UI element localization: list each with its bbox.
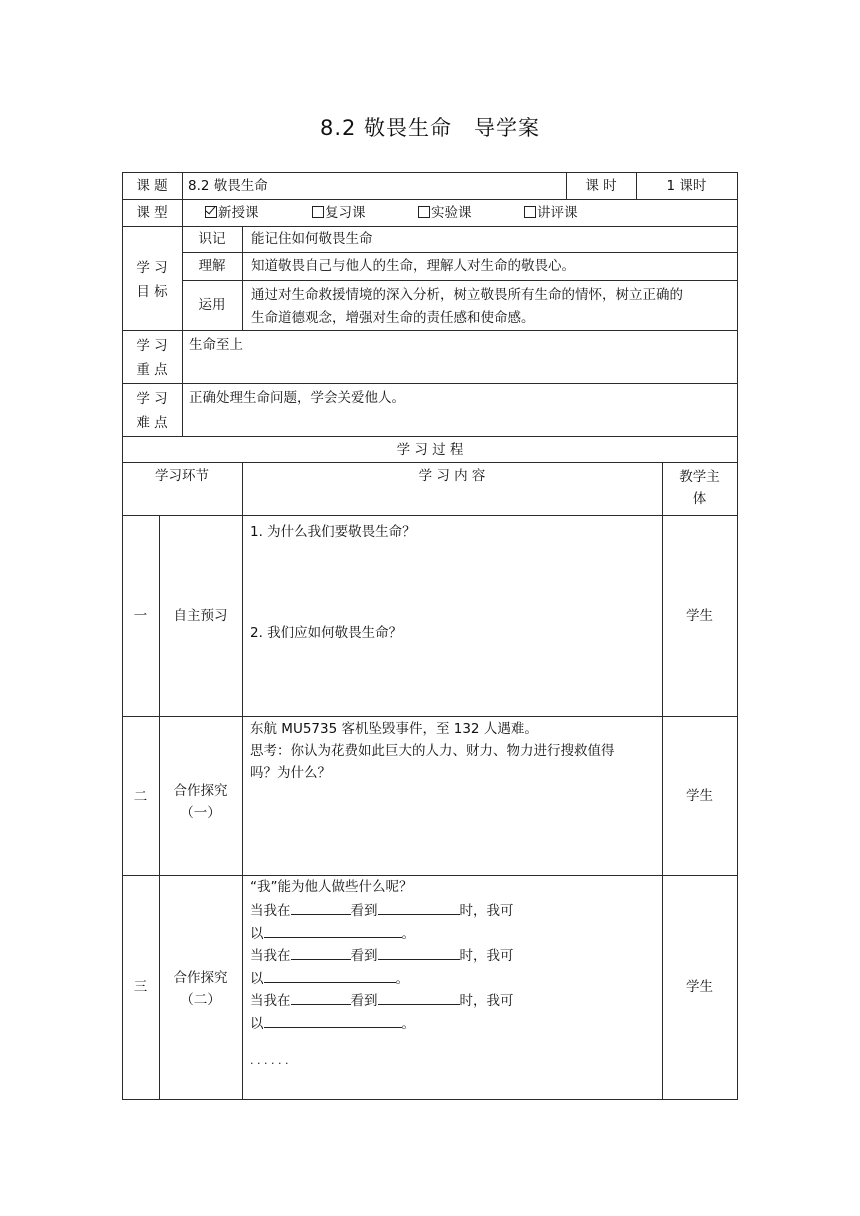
- blank-field[interactable]: [291, 945, 351, 960]
- title-sub: 导学案: [474, 116, 541, 140]
- goal-type-understand: 理解: [198, 258, 226, 274]
- question-1: 1. 为什么我们要敬畏生命？: [250, 524, 416, 540]
- course-label: 课 题: [136, 178, 168, 194]
- checkbox-checked-icon[interactable]: [205, 206, 217, 218]
- page-title: [0, 112, 860, 142]
- rule: [242, 462, 243, 1100]
- rule: [242, 226, 243, 330]
- col-stage-header: 学习环节: [155, 468, 209, 484]
- rule: [122, 462, 738, 463]
- rule: [122, 383, 738, 384]
- goal-type-apply: 运用: [198, 297, 226, 313]
- rule: [122, 515, 738, 516]
- blank-field[interactable]: [378, 945, 460, 960]
- stage-name: 合作探究 （一）: [173, 783, 228, 821]
- case-text: 东航 MU5735 客机坠毁事件，至 132 人遇难。 思考：你认为花费如此巨大的人力、财力、物力进行搜救值得 吗？为什么？: [250, 721, 615, 781]
- rule: [122, 330, 738, 331]
- key-point-label: 学 习 重 点: [136, 338, 168, 378]
- blank-field[interactable]: [291, 900, 351, 915]
- fill-line: 以 。: [250, 923, 514, 946]
- type-option-new[interactable]: 新授课: [205, 203, 259, 223]
- blank-field[interactable]: [378, 900, 460, 915]
- goal-text-understand: 知道敬畏自己与他人的生命，理解人对生命的敬畏心。: [251, 258, 575, 274]
- stage-name: 合作探究 （二）: [173, 970, 228, 1008]
- goal-text-apply: 通过对生命救援情境的深入分析，树立敬畏所有生命的情怀，树立正确的 生命道德观念，增强对生命的责任感和使命感。: [251, 287, 683, 326]
- stage-subject: 学生: [686, 608, 713, 624]
- goal-text-memorize: 能记住如何敬畏生命: [251, 231, 373, 247]
- rule: [122, 436, 738, 437]
- fill-line: 当我在 看到 时，我可: [250, 945, 514, 968]
- stage-number: 二: [133, 789, 148, 805]
- blank-field[interactable]: [264, 968, 396, 983]
- fill-line: 当我在 看到 时，我可: [250, 990, 514, 1013]
- rule: [662, 462, 663, 1100]
- rule: [182, 280, 738, 281]
- rule: [122, 226, 738, 227]
- blank-field[interactable]: [264, 1013, 402, 1028]
- goals-label: 学 习 目 标: [136, 260, 168, 300]
- rule: [122, 716, 738, 717]
- rule: [182, 252, 738, 253]
- question-2: 2. 我们应如何敬畏生命？: [250, 625, 403, 641]
- activity-question: “我”能为他人做些什么呢？: [250, 879, 413, 895]
- key-point-text: 生命至上: [189, 337, 243, 353]
- ellipsis: · · · · · ·: [250, 1057, 289, 1070]
- stage-number: 一: [133, 608, 148, 624]
- type-option-lab[interactable]: 实验课: [418, 203, 472, 223]
- checkbox-icon[interactable]: [418, 206, 430, 218]
- stage-name: 自主预习: [173, 608, 228, 624]
- type-option-review[interactable]: 复习课: [312, 203, 366, 223]
- goal-type-memorize: 识记: [198, 231, 226, 247]
- checkbox-icon[interactable]: [524, 206, 536, 218]
- rule: [122, 172, 738, 173]
- type-label: 课 型: [136, 205, 168, 221]
- stage-number: 三: [133, 979, 148, 995]
- checkbox-icon[interactable]: [312, 206, 324, 218]
- process-title: 学 习 过 程: [396, 442, 464, 458]
- rule: [122, 172, 123, 1100]
- title-main: 8.2 敬畏生命: [319, 116, 453, 140]
- blank-field[interactable]: [291, 990, 351, 1005]
- rule: [122, 875, 738, 876]
- col-content-header: 学 习 内 容: [418, 468, 486, 484]
- difficulty-text: 正确处理生命问题，学会关爱他人。: [189, 390, 405, 406]
- rule: [122, 199, 738, 200]
- fill-line: 当我在 看到 时，我可: [250, 900, 514, 923]
- fill-in-blanks: [250, 900, 514, 1035]
- period-label: 课 时: [585, 178, 617, 194]
- fill-line: 以 。: [250, 968, 514, 991]
- stage-subject: 学生: [686, 979, 713, 995]
- blank-field[interactable]: [378, 990, 460, 1005]
- blank-field[interactable]: [264, 923, 402, 938]
- rule: [737, 172, 738, 1100]
- fill-line: 以 。: [250, 1013, 514, 1036]
- stage-subject: 学生: [686, 788, 713, 804]
- rule: [122, 1099, 738, 1100]
- col-subject-header: 教学主 体: [679, 469, 720, 507]
- difficulty-label: 学 习 难 点: [136, 391, 168, 431]
- period-value: 1 课时: [666, 178, 707, 194]
- type-option-lecture[interactable]: 讲评课: [524, 203, 578, 223]
- course-value: 8.2 敬畏生命: [188, 178, 268, 194]
